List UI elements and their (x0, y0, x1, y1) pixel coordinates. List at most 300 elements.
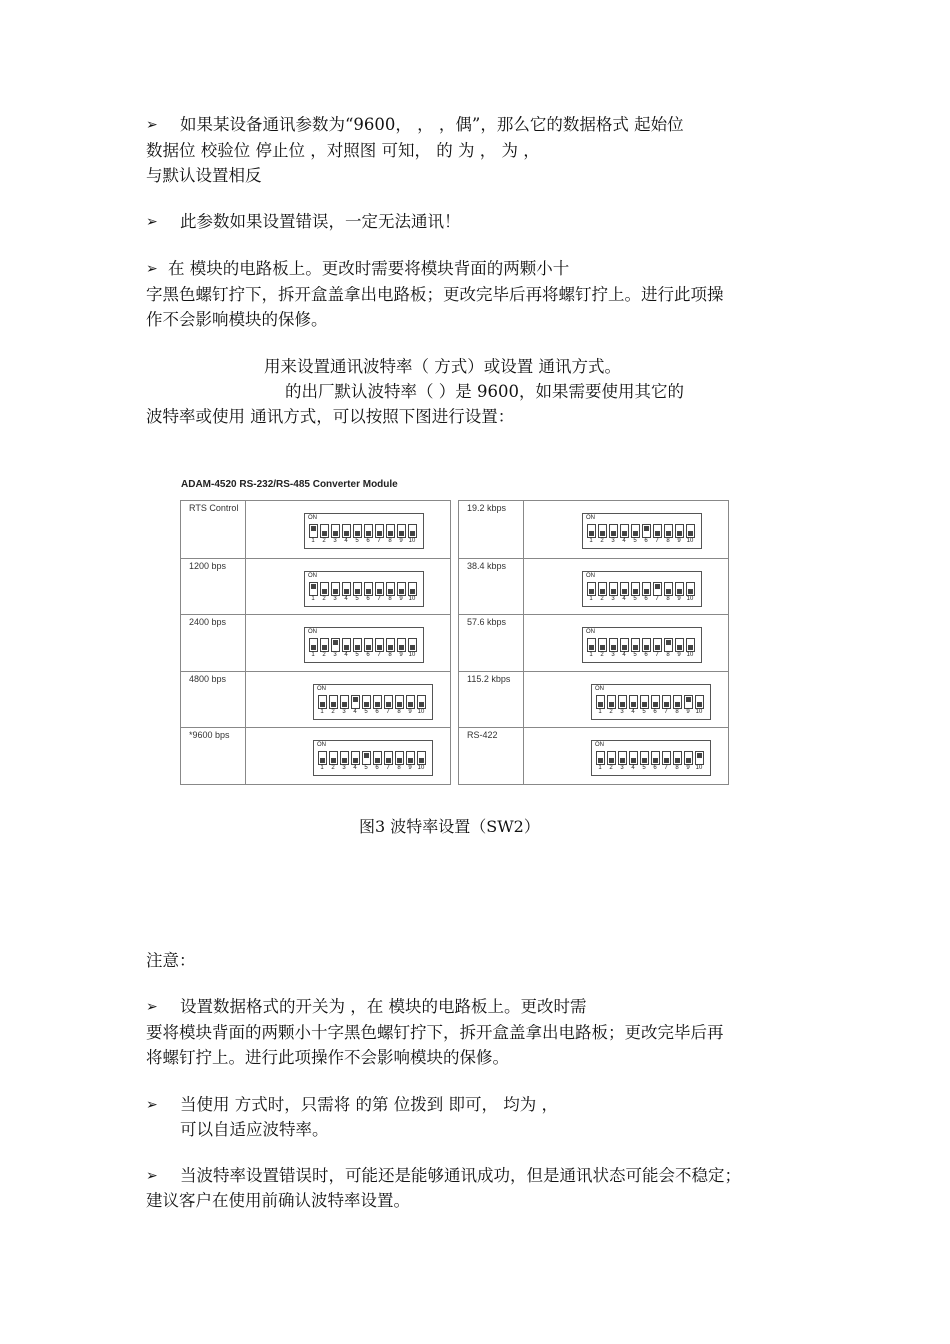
dip-switch-8 (673, 751, 682, 765)
switch-knob (397, 758, 402, 763)
switch-knob (377, 531, 382, 536)
switch-knob (410, 531, 415, 536)
switch-knob (598, 702, 603, 707)
switch-number: 9 (399, 652, 403, 659)
switch-knob (375, 702, 380, 707)
bullet-3: ➢ (146, 261, 158, 277)
switch-number: 1 (598, 765, 602, 772)
switch-number: 8 (388, 595, 392, 602)
switch-knob (322, 645, 327, 650)
switch-knob (631, 702, 636, 707)
dip-switch-5 (640, 695, 649, 709)
switch-number: 7 (377, 538, 381, 544)
switch-knob (375, 758, 380, 763)
switch-number: 6 (644, 652, 648, 659)
dip-switch-10 (417, 695, 426, 709)
switch-number: 6 (366, 595, 370, 602)
dip-switch-5 (631, 582, 640, 596)
switch-knob (642, 758, 647, 763)
switch-knob (589, 531, 594, 536)
p4-line1: 用来设置通讯波特率（ 方式）或设置 通讯方式。 (264, 357, 621, 376)
p5-line3: 将螺钉拧上。进行此项操作不会影响模块的保修。 (146, 1048, 509, 1067)
dip-switch-8 (386, 582, 395, 596)
switch-number: 8 (666, 538, 670, 544)
switch-number: 5 (633, 652, 637, 659)
dip-switch-9 (397, 524, 406, 538)
switch-knob (664, 702, 669, 707)
switch-knob (353, 697, 358, 702)
switch-knob (688, 531, 693, 536)
switch-knob (631, 758, 636, 763)
switch-number: 7 (377, 595, 381, 602)
switch-number: 9 (677, 538, 681, 544)
dip-switch-6 (642, 638, 651, 652)
figure-title: ADAM-4520 RS-232/RS-485 Converter Module (181, 479, 398, 490)
switch-number: 3 (342, 765, 346, 772)
switch-knob (589, 589, 594, 594)
p6-line1: 当使用 方式时，只需将 的第 位拨到 即可， 均为 ， (180, 1095, 558, 1114)
on-label: ON (317, 685, 326, 692)
switch-number: 10 (695, 708, 703, 715)
on-label: ON (586, 572, 595, 579)
switch-number: 7 (386, 765, 390, 772)
switch-knob (611, 531, 616, 536)
dip-switch-9 (397, 638, 406, 652)
dip-switch-6 (373, 695, 382, 709)
switch-number: 1 (311, 652, 315, 659)
p3-line2: 字黑色螺钉拧下，拆开盒盖拿出电路板；更改完毕后再将螺钉拧上。进行此项操 (146, 285, 724, 304)
switch-number: 10 (408, 538, 416, 544)
dip-switch-8 (395, 751, 404, 765)
switch-knob (633, 645, 638, 650)
switch-knob (622, 589, 627, 594)
p1-line2: 数据位 校验位 停止位 ，对照图 可知， 的 为 ， 为 ， (146, 141, 540, 160)
switch-knob (642, 702, 647, 707)
dip-switch-10 (408, 638, 417, 652)
switch-knob (688, 589, 693, 594)
dip-switch-block (591, 740, 711, 776)
dip-switch-3 (331, 638, 340, 652)
switch-knob (388, 645, 393, 650)
dip-switch-5 (353, 524, 362, 538)
switch-knob (399, 589, 404, 594)
dip-table-right (458, 500, 729, 785)
switch-knob (620, 758, 625, 763)
switch-knob (644, 645, 649, 650)
switch-knob (666, 640, 671, 645)
dip-switch-3 (609, 582, 618, 596)
switch-number: 6 (366, 538, 370, 544)
switch-number: 9 (399, 595, 403, 602)
switch-knob (342, 758, 347, 763)
row-label: 38.4 kbps (467, 560, 507, 571)
dip-switch-9 (397, 582, 406, 596)
dip-switch-3 (331, 524, 340, 538)
switch-knob (320, 702, 325, 707)
dip-switch-6 (651, 695, 660, 709)
dip-switch-10 (417, 751, 426, 765)
switch-knob (664, 758, 669, 763)
switch-knob (410, 645, 415, 650)
switch-number: 2 (322, 538, 326, 544)
dip-switch-8 (673, 695, 682, 709)
switch-knob (600, 645, 605, 650)
switch-number: 8 (397, 765, 401, 772)
switch-number: 6 (375, 708, 379, 715)
row-label: 4800 bps (189, 673, 227, 684)
dip-switch-1 (318, 695, 327, 709)
dip-switch-2 (329, 695, 338, 709)
switch-knob (697, 702, 702, 707)
right-row (459, 671, 728, 729)
row-label: 1200 bps (189, 560, 227, 571)
right-row (459, 501, 728, 558)
switch-number: 10 (417, 708, 425, 715)
dip-switch-9 (406, 695, 415, 709)
switch-number: 6 (375, 765, 379, 772)
switch-number: 5 (364, 708, 368, 715)
dip-switch-3 (331, 582, 340, 596)
switch-number: 10 (408, 595, 416, 602)
switch-knob (386, 758, 391, 763)
switch-knob (620, 702, 625, 707)
switch-knob (633, 531, 638, 536)
dip-switch-2 (598, 582, 607, 596)
switch-number: 3 (333, 595, 337, 602)
switch-number: 1 (589, 595, 593, 602)
switch-number: 3 (611, 538, 615, 544)
switch-knob (386, 702, 391, 707)
dip-switch-6 (642, 582, 651, 596)
switch-knob (408, 758, 413, 763)
switch-number: 5 (355, 595, 359, 602)
switch-knob (688, 645, 693, 650)
switch-knob (666, 589, 671, 594)
switch-number: 2 (600, 538, 604, 544)
switch-number: 2 (609, 765, 613, 772)
right-row (459, 727, 728, 785)
switch-knob (622, 531, 627, 536)
switch-number: 3 (620, 765, 624, 772)
on-label: ON (308, 515, 317, 521)
switch-knob (611, 645, 616, 650)
switch-knob (609, 702, 614, 707)
switch-number: 8 (388, 538, 392, 544)
p4-line3: 波特率或使用 通讯方式，可以按照下图进行设置： (146, 407, 515, 426)
switch-number: 4 (622, 595, 626, 602)
switch-number: 3 (611, 595, 615, 602)
switch-number: 7 (655, 652, 659, 659)
switch-knob (600, 531, 605, 536)
on-label: ON (317, 742, 326, 749)
switch-number: 9 (408, 708, 412, 715)
switch-knob (677, 531, 682, 536)
dip-switch-block (313, 684, 433, 720)
note-heading: 注意： (146, 951, 196, 970)
switch-knob (355, 589, 360, 594)
p6-line2: 可以自适应波特率。 (180, 1120, 329, 1139)
switch-number: 4 (353, 765, 357, 772)
dip-switch-1 (587, 582, 596, 596)
dip-switch-5 (631, 524, 640, 538)
switch-number: 2 (331, 708, 335, 715)
dip-switch-2 (598, 524, 607, 538)
dip-switch-1 (309, 524, 318, 538)
dip-switch-7 (375, 524, 384, 538)
dip-switch-3 (340, 695, 349, 709)
dip-switch-block (304, 571, 424, 607)
switch-number: 4 (631, 765, 635, 772)
switch-knob (600, 589, 605, 594)
dip-switch-10 (686, 524, 695, 538)
switch-number: 3 (342, 708, 346, 715)
on-label: ON (308, 572, 317, 579)
dip-switch-block (591, 684, 711, 720)
switch-knob (686, 697, 691, 702)
switch-knob (644, 526, 649, 531)
switch-knob (419, 702, 424, 707)
switch-knob (355, 531, 360, 536)
dip-switch-4 (342, 524, 351, 538)
switch-number: 3 (333, 538, 337, 544)
switch-number: 1 (320, 708, 324, 715)
switch-knob (611, 589, 616, 594)
switch-knob (399, 531, 404, 536)
switch-knob (653, 758, 658, 763)
switch-knob (344, 645, 349, 650)
dip-switch-8 (664, 638, 673, 652)
switch-number: 3 (333, 652, 337, 659)
switch-knob (644, 589, 649, 594)
row-label: RS-422 (467, 730, 498, 741)
switch-number: 6 (653, 708, 657, 715)
switch-number: 1 (589, 538, 593, 544)
dip-switch-7 (662, 751, 671, 765)
dip-switch-5 (353, 638, 362, 652)
switch-knob (353, 758, 358, 763)
dip-switch-block (313, 740, 433, 776)
bullet-2: ➢ (146, 214, 158, 230)
switch-knob (364, 753, 369, 758)
dip-switch-2 (320, 582, 329, 596)
switch-number: 5 (355, 652, 359, 659)
dip-switch-8 (664, 524, 673, 538)
dip-switch-7 (653, 638, 662, 652)
switch-knob (410, 589, 415, 594)
p2-line1: 此参数如果设置错误，一定无法通讯！ (180, 212, 461, 231)
switch-knob (311, 645, 316, 650)
switch-number: 2 (322, 595, 326, 602)
dip-switch-9 (675, 638, 684, 652)
on-label: ON (586, 629, 595, 636)
dip-switch-9 (406, 751, 415, 765)
dip-switch-4 (342, 638, 351, 652)
dip-switch-9 (684, 695, 693, 709)
dip-switch-2 (329, 751, 338, 765)
p3-line1: 在 模块的电路板上。更改时需要将模块背面的两颗小十 (168, 259, 570, 278)
switch-number: 5 (364, 765, 368, 772)
switch-knob (311, 584, 316, 589)
switch-knob (344, 589, 349, 594)
switch-number: 8 (675, 708, 679, 715)
switch-knob (388, 589, 393, 594)
switch-number: 4 (631, 708, 635, 715)
switch-number: 10 (686, 538, 694, 544)
switch-knob (366, 589, 371, 594)
dip-switch-6 (642, 524, 651, 538)
switch-number: 6 (644, 538, 648, 544)
switch-knob (377, 589, 382, 594)
p4-line2: 的出厂默认波特率（ ）是 9600，如果需要使用其它的 (285, 382, 684, 401)
switch-number: 7 (377, 652, 381, 659)
dip-switch-1 (596, 695, 605, 709)
switch-knob (333, 589, 338, 594)
dip-switch-1 (596, 751, 605, 765)
dip-switch-10 (695, 695, 704, 709)
dip-switch-10 (408, 582, 417, 596)
switch-knob (344, 531, 349, 536)
on-label: ON (308, 629, 317, 636)
left-row (181, 614, 450, 672)
row-label: 115.2 kbps (467, 673, 511, 684)
switch-knob (320, 758, 325, 763)
dip-switch-5 (362, 695, 371, 709)
switch-number: 7 (664, 765, 668, 772)
switch-knob (311, 526, 316, 531)
switch-knob (655, 531, 660, 536)
dip-switch-2 (598, 638, 607, 652)
row-label: *9600 bps (189, 730, 230, 741)
switch-number: 10 (686, 595, 694, 602)
dip-switch-3 (609, 524, 618, 538)
switch-number: 8 (666, 652, 670, 659)
switch-number: 10 (686, 652, 694, 659)
switch-number: 5 (355, 538, 359, 544)
p5-line2: 要将模块背面的两颗小十字黑色螺钉拧下，拆开盒盖拿出电路板；更改完毕后再 (146, 1023, 724, 1042)
dip-switch-8 (395, 695, 404, 709)
switch-number: 2 (331, 765, 335, 772)
dip-switch-2 (607, 695, 616, 709)
switch-knob (333, 640, 338, 645)
bullet-5: ➢ (146, 999, 158, 1015)
switch-knob (677, 645, 682, 650)
dip-switch-7 (375, 582, 384, 596)
dip-switch-7 (384, 751, 393, 765)
dip-switch-2 (320, 524, 329, 538)
dip-switch-4 (620, 582, 629, 596)
dip-switch-3 (340, 751, 349, 765)
dip-switch-block (304, 627, 424, 663)
switch-number: 5 (633, 595, 637, 602)
switch-number: 1 (311, 595, 315, 602)
switch-knob (322, 531, 327, 536)
switch-number: 10 (417, 765, 425, 772)
dip-switch-5 (640, 751, 649, 765)
dip-switch-6 (364, 638, 373, 652)
bullet-1: ➢ (146, 117, 158, 133)
dip-switch-9 (675, 582, 684, 596)
switch-knob (633, 589, 638, 594)
switch-knob (686, 758, 691, 763)
dip-switch-4 (629, 695, 638, 709)
p7-line2: 建议客户在使用前确认波特率设置。 (146, 1191, 410, 1210)
switch-number: 7 (655, 595, 659, 602)
switch-number: 4 (622, 652, 626, 659)
switch-knob (675, 702, 680, 707)
switch-knob (622, 645, 627, 650)
right-row (459, 614, 728, 672)
switch-knob (655, 645, 660, 650)
switch-number: 9 (408, 765, 412, 772)
on-label: ON (595, 685, 604, 692)
dip-switch-4 (620, 524, 629, 538)
switch-knob (697, 753, 702, 758)
p7-line1: 当波特率设置错误时，可能还是能够通讯成功，但是通讯状态可能会不稳定； (180, 1166, 741, 1185)
switch-number: 2 (609, 708, 613, 715)
dip-switch-1 (587, 524, 596, 538)
switch-number: 8 (675, 765, 679, 772)
switch-knob (366, 531, 371, 536)
switch-knob (653, 702, 658, 707)
switch-number: 5 (642, 708, 646, 715)
switch-number: 6 (366, 652, 370, 659)
switch-number: 3 (611, 652, 615, 659)
switch-number: 8 (397, 708, 401, 715)
dip-table-left (180, 500, 451, 785)
p1-line1: 如果某设备通讯参数为“9600， ， ，偶”，那么它的数据格式 起始位 (180, 115, 684, 134)
switch-knob (399, 645, 404, 650)
switch-knob (366, 645, 371, 650)
dip-switch-4 (351, 751, 360, 765)
switch-number: 2 (600, 595, 604, 602)
dip-switch-7 (653, 582, 662, 596)
dip-switch-8 (664, 582, 673, 596)
row-label: 19.2 kbps (467, 503, 507, 513)
dip-switch-10 (686, 638, 695, 652)
switch-knob (331, 758, 336, 763)
switch-number: 9 (677, 652, 681, 659)
switch-knob (598, 758, 603, 763)
dip-switch-6 (364, 524, 373, 538)
switch-number: 9 (686, 708, 690, 715)
switch-number: 1 (311, 538, 315, 544)
p3-line3: 作不会影响模块的保修。 (146, 310, 328, 329)
row-label: 2400 bps (189, 617, 227, 628)
dip-switch-block (582, 513, 702, 549)
dip-switch-1 (587, 638, 596, 652)
switch-number: 7 (655, 538, 659, 544)
switch-number: 1 (598, 708, 602, 715)
dip-switch-9 (675, 524, 684, 538)
switch-number: 9 (686, 765, 690, 772)
dip-switch-5 (631, 638, 640, 652)
switch-knob (331, 702, 336, 707)
switch-knob (408, 702, 413, 707)
switch-knob (419, 758, 424, 763)
dip-switch-block (304, 513, 424, 549)
bullet-7: ➢ (146, 1168, 158, 1184)
switch-number: 6 (653, 765, 657, 772)
switch-number: 9 (399, 538, 403, 544)
dip-switch-4 (342, 582, 351, 596)
switch-number: 6 (644, 595, 648, 602)
switch-knob (377, 645, 382, 650)
switch-knob (355, 645, 360, 650)
switch-number: 7 (386, 708, 390, 715)
switch-knob (655, 584, 660, 589)
switch-knob (388, 531, 393, 536)
dip-switch-10 (686, 582, 695, 596)
